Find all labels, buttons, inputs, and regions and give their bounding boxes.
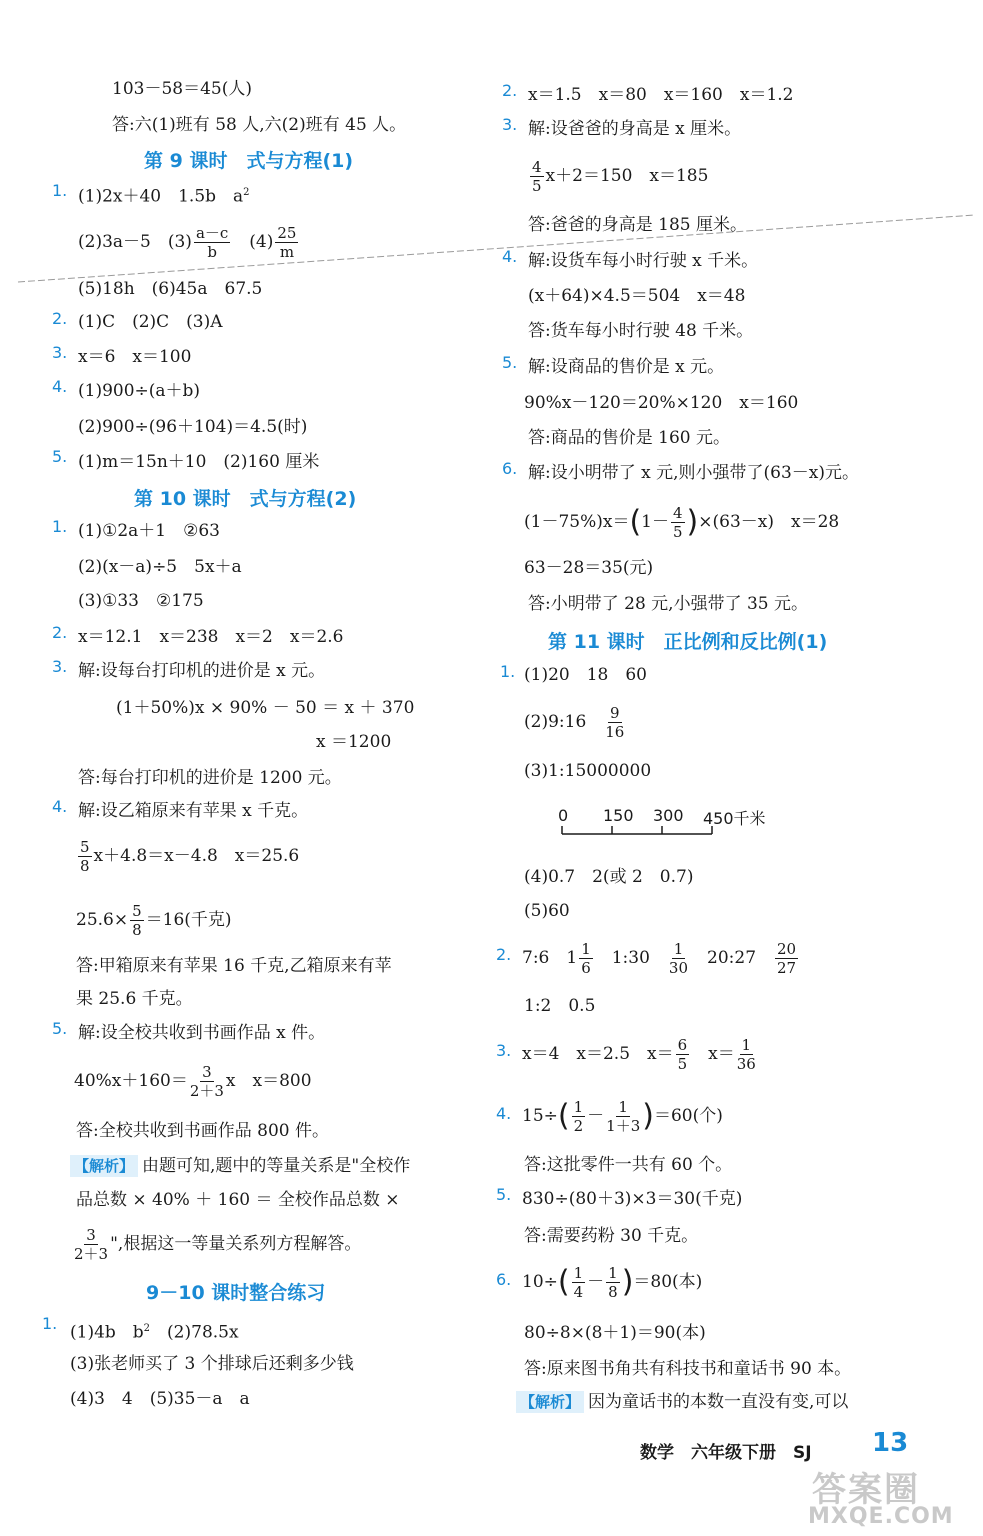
text-line: 答:需要药粉 30 千克。 — [524, 1226, 699, 1246]
question-number: 5. — [52, 447, 68, 466]
text-line: 10÷( $\frac{1}{4}$ － $\frac{1}{8}$ )＝80(本) — [522, 1264, 703, 1301]
fraction: $\frac{1}{6}$ — [581, 940, 591, 977]
fraction: $\frac{1}{30}$ — [668, 940, 689, 977]
watermark-url: MXQE.COM — [808, 1504, 954, 1529]
text-line: 答:商品的售价是 160 元。 — [528, 428, 730, 448]
text-line: 解:设全校共收到书画作品 x 件。 — [78, 1023, 326, 1043]
text-line: 25.6× $\frac{5}{8}$ ＝16(千克) — [76, 902, 232, 939]
text-line: (2)9:16 $\frac{9}{16}$ — [524, 704, 625, 741]
question-number: 4. — [496, 1104, 512, 1123]
text-line: 答:原来图书角共有科技书和童话书 90 本。 — [524, 1359, 852, 1379]
question-number: 1. — [52, 517, 68, 536]
fraction: $\frac{5}{8}$ — [132, 902, 142, 939]
fraction: $\frac{9}{16}$ — [605, 704, 625, 741]
text-line: 答:这批零件一共有 60 个。 — [524, 1155, 733, 1175]
scale-label: 300 — [653, 806, 684, 825]
text-line: $\frac{4}{5}$ x＋2＝150 x＝185 — [532, 158, 709, 195]
question-number: 2. — [502, 81, 518, 100]
analysis-line: 【解析】 由题可知,题中的等量关系是"全校作 — [70, 1155, 410, 1177]
fraction: $\frac{3}{2+3}$ — [74, 1226, 109, 1263]
text-line: 答:全校共收到书画作品 800 件。 — [76, 1121, 329, 1141]
text-line: x＝1.5 x＝80 x＝160 x＝1.2 — [528, 85, 794, 105]
fraction: $\frac{4}{5}$ — [673, 504, 683, 541]
text-line: (4)3 4 (5)35－a a — [70, 1389, 250, 1409]
text-line: 1:2 0.5 — [524, 996, 596, 1016]
text-line: 果 25.6 千克。 — [76, 989, 193, 1009]
question-number: 4. — [52, 377, 68, 396]
text-line: (2)3a－5 (3) $\frac{a-c}{b}$ (4) $\frac{25}{m}$ — [78, 224, 297, 261]
fraction: $\frac{5}{8}$ — [80, 838, 90, 875]
fraction: $\frac{a-c}{b}$ — [195, 224, 229, 261]
text-line: x ＝1200 — [316, 732, 392, 752]
text-line: (5)60 — [524, 901, 570, 921]
question-number: 4. — [52, 797, 68, 816]
fraction: $\frac{25}{m}$ — [277, 224, 297, 261]
text-line: (1)2x＋40 1.5b $a^2$ — [78, 186, 250, 207]
fraction: $\frac{1}{2}$ — [573, 1098, 584, 1135]
question-number: 2. — [52, 623, 68, 642]
scale-label: 150 — [603, 806, 634, 825]
page-number: 13 — [872, 1428, 909, 1458]
text-line: 103－58＝45(人) — [112, 79, 252, 99]
question-number: 4. — [502, 247, 518, 266]
fraction: $\frac{3}{2+3}$ — [189, 1063, 224, 1100]
text-line: (1)①2a＋1 ②63 — [78, 521, 220, 541]
text-line: 解:设每台打印机的进价是 x 元。 — [78, 661, 326, 681]
scale-bar — [556, 806, 796, 846]
question-number: 1. — [500, 662, 516, 681]
question-number: 2. — [52, 309, 68, 328]
text-line: 解:设小明带了 x 元,则小强带了(63－x)元。 — [528, 463, 860, 483]
text-line: (1－75%)x＝(1－ $\frac{4}{5}$ )×(63－x) x＝28 — [524, 504, 840, 541]
text-line: 解:设乙箱原来有苹果 x 千克。 — [78, 801, 309, 821]
analysis-line: 【解析】 因为童话书的本数一直没有变,可以 — [516, 1391, 848, 1413]
text-line: (1)900÷(a＋b) — [78, 381, 201, 401]
text-line: (3)1:15000000 — [524, 761, 652, 781]
text-line: 答:小明带了 28 元,小强带了 35 元。 — [528, 594, 809, 614]
fraction: $\frac{1}{4}$ — [573, 1264, 584, 1301]
footer-subject: 数学 六年级下册 SJ — [640, 1443, 812, 1463]
text-line: $\frac{3}{2+3}$ ",根据这一等量关系列方程解答。 — [74, 1226, 362, 1263]
question-number: 6. — [496, 1270, 512, 1289]
text-line: (1)20 18 60 — [524, 665, 647, 685]
text-line: 15÷( $\frac{1}{2}$ － $\frac{1}{1+3}$ )＝60(个) — [522, 1098, 723, 1135]
section-heading: 第 11 课时 正比例和反比例(1) — [548, 631, 828, 653]
text-line: 7:6 1 $\frac{1}{6}$ 1:30 $\frac{1}{30}$ 20:27 $\frac{20}{27}$ — [522, 940, 797, 977]
question-number: 6. — [502, 459, 518, 478]
text-line: (4)0.7 2(或 2 0.7) — [524, 867, 694, 887]
question-number: 5. — [496, 1185, 512, 1204]
text-line: (3)①33 ②175 — [78, 591, 204, 611]
question-number: 3. — [52, 657, 68, 676]
watermark-logo: 答案圈 — [812, 1470, 920, 1510]
section-heading: 9－10 课时整合练习 — [146, 1282, 326, 1304]
text-line: (2)(x－a)÷5 5x＋a — [78, 557, 242, 577]
text-line: x＝6 x＝100 — [78, 347, 192, 367]
text-line: 答:六(1)班有 58 人,六(2)班有 45 人。 — [112, 115, 407, 135]
analysis-tag: 【解析】 — [70, 1155, 138, 1177]
scale-label: 450千米 — [703, 809, 766, 828]
pencil-stroke — [0, 0, 983, 300]
text-line: (1)m＝15n＋10 (2)160 厘米 — [78, 452, 320, 472]
text-line: (3)张老师买了 3 个排球后还剩多少钱 — [70, 1354, 354, 1374]
text-line: 解:设爸爸的身高是 x 厘米。 — [528, 119, 742, 139]
scale-label: 0 — [558, 806, 569, 825]
text-line: (2)900÷(96＋104)＝4.5(时) — [78, 417, 308, 437]
question-number: 5. — [52, 1019, 68, 1038]
text-line: (1＋50%)x × 90% － 50 ＝ x ＋ 370 — [116, 698, 415, 718]
text-line: $\frac{5}{8}$ x＋4.8＝x－4.8 x＝25.6 — [80, 838, 300, 875]
fraction: $\frac{1}{8}$ — [608, 1264, 618, 1301]
fraction: $\frac{6}{5}$ — [677, 1036, 688, 1073]
text-line: 答:货车每小时行驶 48 千米。 — [528, 321, 754, 341]
text-line: 90%x－120＝20%×120 x＝160 — [524, 393, 799, 413]
text-line: 答:每台打印机的进价是 1200 元。 — [78, 768, 342, 788]
analysis-tag: 【解析】 — [516, 1391, 584, 1413]
text-line: 63－28＝35(元) — [524, 558, 654, 578]
question-number: 3. — [496, 1041, 512, 1060]
fraction: $\frac{1}{36}$ — [736, 1036, 756, 1073]
text-line: 830÷(80＋3)×3＝30(千克) — [522, 1189, 743, 1209]
text-line: (1)C (2)C (3)A — [78, 312, 223, 332]
text-line: 品总数 × 40% ＋ 160 ＝ 全校作品总数 × — [76, 1190, 400, 1210]
question-number: 1. — [52, 181, 68, 200]
question-number: 1. — [42, 1314, 58, 1333]
question-number: 2. — [496, 945, 512, 964]
fraction: $\frac{20}{27}$ — [777, 940, 797, 977]
text-line: 80÷8×(8＋1)＝90(本) — [524, 1323, 706, 1343]
text-line: 答:爸爸的身高是 185 厘米。 — [528, 215, 747, 235]
fraction: $\frac{1}{1+3}$ — [606, 1098, 641, 1135]
text-line: (1)4b $b^2$ (2)78.5x — [70, 1322, 239, 1343]
text-line: x＝12.1 x＝238 x＝2 x＝2.6 — [78, 627, 344, 647]
text-line: x＝4 x＝2.5 x＝ $\frac{6}{5}$ x＝ $\frac{1}{36}$ — [522, 1036, 756, 1073]
text-line: 答:甲箱原来有苹果 16 千克,乙箱原来有苹 — [76, 956, 392, 976]
text-line: (5)18h (6)45a 67.5 — [78, 279, 263, 299]
fraction: $\frac{4}{5}$ — [532, 158, 542, 195]
text-line: 解:设商品的售价是 x 元。 — [528, 357, 725, 377]
question-number: 5. — [502, 353, 518, 372]
question-number: 3. — [502, 115, 518, 134]
text-line: (x＋64)×4.5＝504 x＝48 — [528, 286, 746, 306]
text-line: 解:设货车每小时行驶 x 千米。 — [528, 251, 759, 271]
text-line: 40%x＋160＝ $\frac{3}{2+3}$ x x＝800 — [74, 1063, 312, 1100]
section-heading: 第 10 课时 式与方程(2) — [134, 488, 357, 510]
section-heading: 第 9 课时 式与方程(1) — [144, 150, 354, 172]
question-number: 3. — [52, 343, 68, 362]
